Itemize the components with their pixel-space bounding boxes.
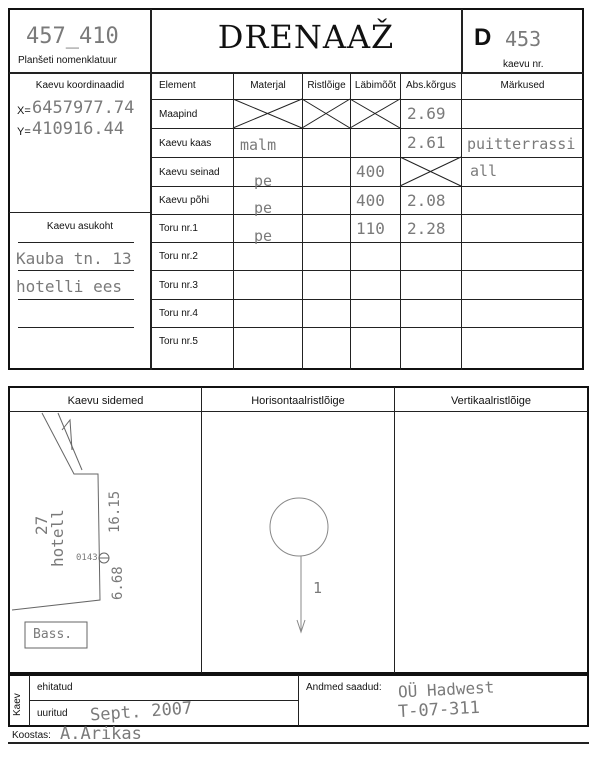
header-material: Materjal <box>250 80 286 91</box>
sketch-well-id: 0143 <box>76 553 98 563</box>
location-line1: Kauba tn. 13 <box>16 249 132 268</box>
sheet-label: Planšeti nomenklatuur <box>18 55 117 66</box>
uuritud-value: Sept. 2007 <box>89 698 193 726</box>
sheet-number: 457_410 <box>26 24 119 49</box>
cell-diameter: 110 <box>356 219 385 238</box>
row-element: Kaevu kaas <box>159 138 212 149</box>
andmed-label: Andmed saadud: <box>306 682 382 693</box>
x-prefix: X= <box>17 105 31 117</box>
row-element: Toru nr.2 <box>159 251 198 262</box>
cell-material: pe <box>254 172 273 190</box>
id-prefix: D <box>474 24 492 51</box>
cell-material: malm <box>240 136 277 154</box>
header-element: Element <box>159 80 196 91</box>
cell-material: pe <box>254 199 273 217</box>
cell-diameter: 400 <box>356 191 385 210</box>
row-element: Toru nr.4 <box>159 308 198 319</box>
drawings-col2-title: Horisontaalristlõige <box>251 395 345 407</box>
cell-elevation: 2.61 <box>407 133 446 152</box>
andmed-value-line2: T-07-311 <box>397 697 481 723</box>
y-coordinate: 410916.44 <box>32 119 125 139</box>
cell-elevation: 2.69 <box>407 104 446 123</box>
location-label: Kaevu asukoht <box>46 221 114 232</box>
row-element: Maapind <box>159 109 198 120</box>
cell-elevation: 2.28 <box>407 219 446 238</box>
row-element: Toru nr.5 <box>159 336 198 347</box>
row-element: Kaevu seinad <box>159 167 220 178</box>
page-title: DRENAAŽ <box>217 18 395 56</box>
row-element: Toru nr.1 <box>159 223 198 234</box>
koostas-value: A.Arikas <box>60 724 142 744</box>
footer-mid-line <box>298 675 299 726</box>
coords-label: Kaevu koordinaadid <box>35 80 125 91</box>
sketch-27: 27 <box>32 515 51 535</box>
drawings-col1-title: Kaevu sidemed <box>67 395 144 407</box>
x-coordinate: 6457977.74 <box>32 98 135 118</box>
header-elevation: Abs.kõrgus <box>405 80 457 91</box>
y-prefix: Y= <box>17 126 31 138</box>
sketch-distance-top: 16.15 <box>107 490 123 533</box>
header-section: Ristlõige <box>307 80 346 91</box>
cell-notes: puitterrassi <box>467 135 576 153</box>
uuritud-label: uuritud <box>37 708 68 719</box>
location-line2: hotelli ees <box>16 277 122 296</box>
sketch-pool: Bass. <box>33 627 73 642</box>
header-notes: Märkused <box>500 80 545 91</box>
andmed-value-line1: OÜ Hadwest <box>397 677 495 702</box>
header-diameter: Läbimõõt <box>354 80 397 91</box>
kaev-label: Kaev <box>12 693 23 716</box>
pipe-number: 1 <box>313 579 323 597</box>
drawings-col3-title: Vertikaalristlõige <box>450 395 532 407</box>
ehitatud-label: ehitatud <box>37 682 73 693</box>
row-element: Toru nr.3 <box>159 280 198 291</box>
koostas-label: Koostas: <box>12 730 51 741</box>
sketch-hotell: hotell <box>48 509 67 567</box>
cell-notes: all <box>470 162 498 180</box>
cell-elevation: 2.08 <box>407 191 446 210</box>
cell-diameter: 400 <box>356 162 385 181</box>
horizontal-section <box>270 498 328 632</box>
sketch-distance-bottom: 6.68 <box>110 566 126 600</box>
id-label: kaevu nr. <box>503 59 544 70</box>
id-number: 453 <box>505 27 542 51</box>
cell-material: pe <box>254 227 273 245</box>
row-element: Kaevu põhi <box>159 195 210 206</box>
